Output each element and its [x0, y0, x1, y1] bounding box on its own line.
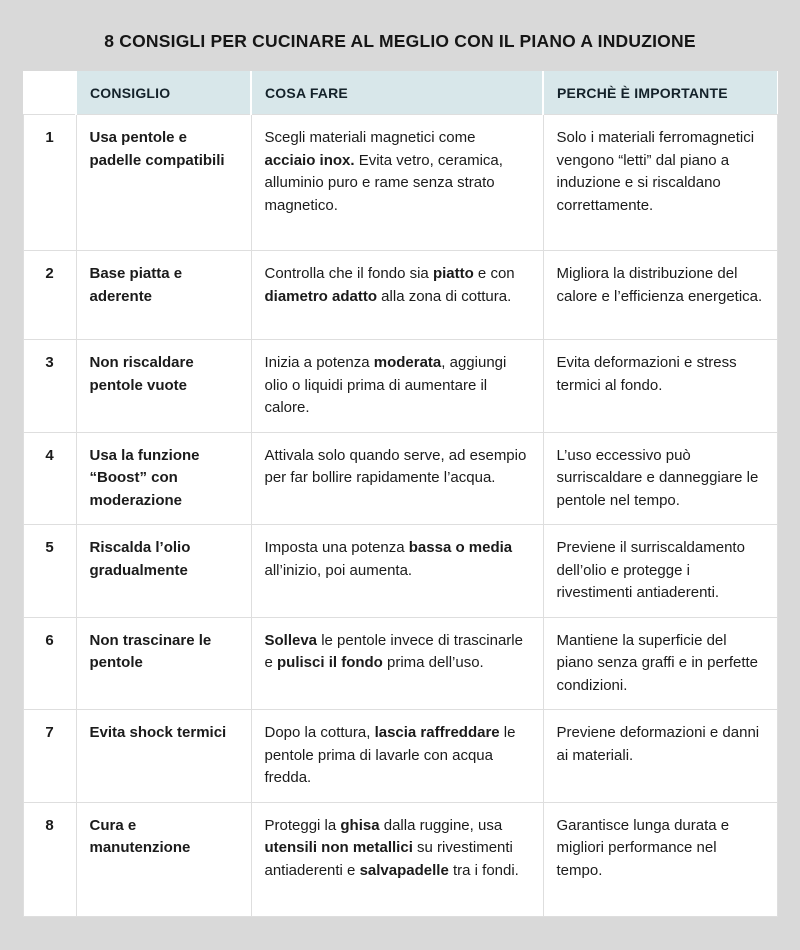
cell-perche: Evita deformazioni e stress termici al fondo. [543, 340, 777, 433]
cell-consiglio: Base piatta e aderente [76, 251, 251, 340]
cell-cosa-fare: Imposta una potenza bassa o media all’inizio, poi aumenta. [251, 525, 543, 618]
header-cell-empty [23, 71, 76, 115]
table-row [23, 617, 777, 710]
table-row [23, 251, 777, 340]
cell-cosa-fare: Dopo la cottura, lascia raffreddare le pentole prima di lavarle con acqua fredda. [251, 710, 543, 803]
cell-consiglio: Evita shock termici [76, 710, 251, 803]
header-cell-cosa-fare: COSA FARE [251, 71, 543, 115]
row-number: 2 [23, 251, 76, 340]
table-row [23, 525, 777, 618]
cell-perche: Mantiene la superficie del piano senza graffi e in perfette condizioni. [543, 617, 777, 710]
cell-consiglio: Usa la funzione “Boost” con moderazione [76, 432, 251, 525]
cell-cosa-fare: Scegli materiali magnetici come acciaio inox. Evita vetro, ceramica, alluminio puro e rame senza strato magnetico. [251, 115, 543, 251]
cell-consiglio: Non riscaldare pentole vuote [76, 340, 251, 433]
row-number: 5 [23, 525, 76, 618]
cell-consiglio: Cura e manutenzione [76, 802, 251, 916]
table-row [23, 710, 777, 803]
table-body [23, 115, 777, 917]
cell-perche: Migliora la distribuzione del calore e l’efficienza energetica. [543, 251, 777, 340]
cell-consiglio: Non trascinare le pentole [76, 617, 251, 710]
tips-table [23, 71, 778, 917]
header-row [23, 71, 777, 115]
table-row [23, 115, 777, 251]
cell-perche: L’uso eccessivo può surriscaldare e danneggiare le pentole nel tempo. [543, 432, 777, 525]
cell-perche: Solo i materiali ferromagnetici vengono “letti” dal piano a induzione e si riscaldano correttamente. [543, 115, 777, 251]
cell-consiglio: Usa pentole e padelle compatibili [76, 115, 251, 251]
cell-cosa-fare: Controlla che il fondo sia piatto e con diametro adatto alla zona di cottura. [251, 251, 543, 340]
row-number: 7 [23, 710, 76, 803]
row-number: 6 [23, 617, 76, 710]
table-row [23, 432, 777, 525]
cell-perche: Previene deformazioni e danni ai materiali. [543, 710, 777, 803]
cell-cosa-fare: Proteggi la ghisa dalla ruggine, usa utensili non metallici su rivestimenti antiaderenti e salvapadelle tra i fondi. [251, 802, 543, 916]
cell-cosa-fare: Inizia a potenza moderata, aggiungi olio o liquidi prima di aumentare il calore. [251, 340, 543, 433]
header-cell-perche: PERCHÈ È IMPORTANTE [543, 71, 777, 115]
cell-cosa-fare: Attivala solo quando serve, ad esempio per far bollire rapidamente l’acqua. [251, 432, 543, 525]
row-number: 4 [23, 432, 76, 525]
cell-cosa-fare: Solleva le pentole invece di trascinarle e pulisci il fondo prima dell’uso. [251, 617, 543, 710]
table-row [23, 340, 777, 433]
cell-perche: Garantisce lunga durata e migliori performance nel tempo. [543, 802, 777, 916]
row-number: 8 [23, 802, 76, 916]
cell-consiglio: Riscalda l’olio gradualmente [76, 525, 251, 618]
row-number: 3 [23, 340, 76, 433]
header-cell-consiglio: CONSIGLIO [76, 71, 251, 115]
table-header [23, 71, 777, 115]
table-row [23, 802, 777, 916]
row-number: 1 [23, 115, 76, 251]
page-title: 8 CONSIGLI PER CUCINARE AL MEGLIO CON IL PIANO A INDUZIONE [104, 31, 696, 51]
cell-perche: Previene il surriscaldamento dell’olio e protegge i rivestimenti antiaderenti. [543, 525, 777, 618]
